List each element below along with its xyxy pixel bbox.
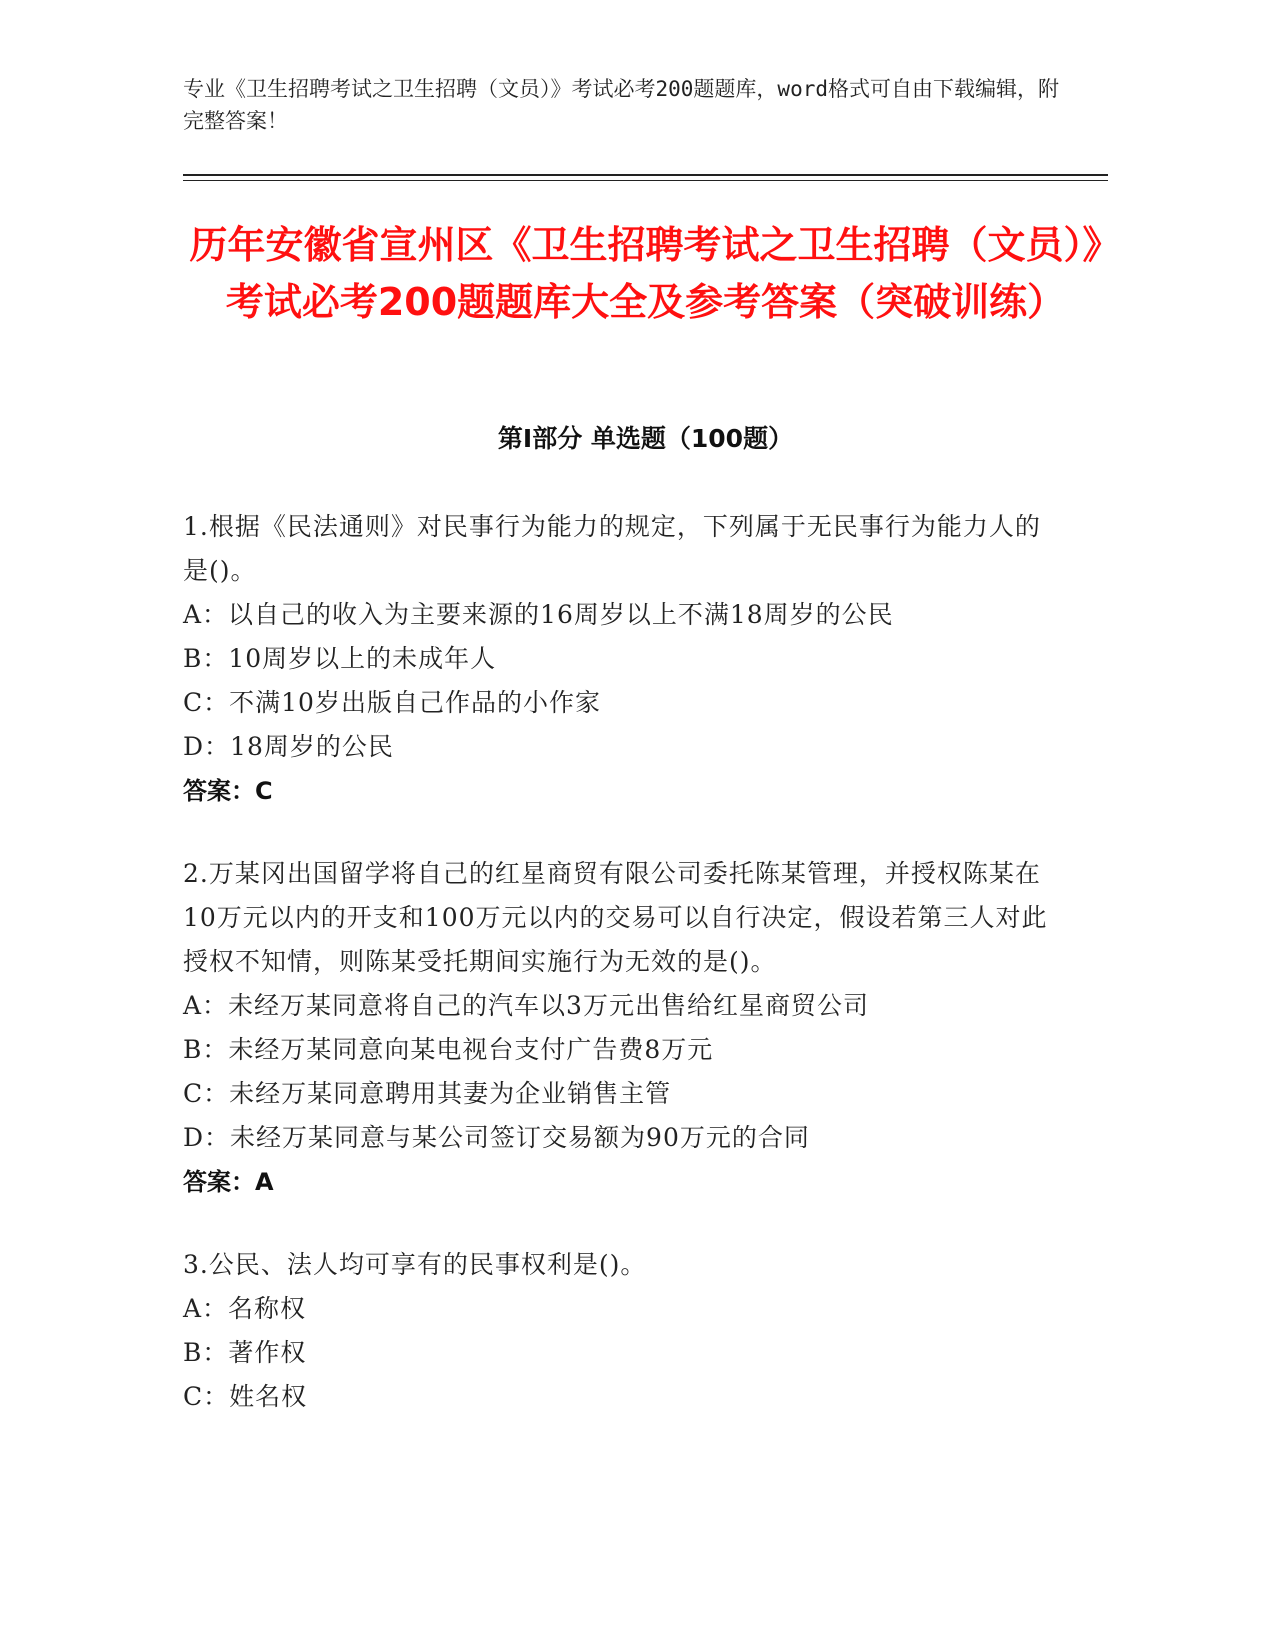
header-note: 专业《卫生招聘考试之卫生招聘（文员）》考试必考200题题库，word格式可自由下载编辑，附完整答案！	[183, 77, 1059, 133]
option-d: D：18周岁的公民	[183, 732, 394, 761]
option-c: C：姓名权	[183, 1382, 308, 1411]
question-stem: 1.根据《民法通则》对民事行为能力的规定，下列属于无民事行为能力人的是()。	[183, 512, 1041, 585]
option-b: B：10周岁以上的未成年人	[183, 644, 497, 673]
header-divider-thick	[183, 174, 1108, 176]
answer: 答案：A	[183, 1168, 274, 1196]
question-3	[183, 1243, 1053, 1419]
option-d: D：未经万某同意与某公司签订交易额为90万元的合同	[183, 1123, 810, 1152]
header-divider-thin	[183, 180, 1108, 181]
document-title: 历年安徽省宣州区《卫生招聘考试之卫生招聘（文员）》考试必考200题题库大全及参考答案（突破训练）	[189, 223, 1102, 324]
option-b: B：未经万某同意向某电视台支付广告费8万元	[183, 1035, 714, 1064]
option-b: B：著作权	[183, 1338, 307, 1367]
option-c: C：不满10岁出版自己作品的小作家	[183, 688, 601, 717]
option-a: A：以自己的收入为主要来源的16周岁以上不满18周岁的公民	[183, 600, 894, 629]
question-stem: 2.万某冈出国留学将自己的红星商贸有限公司委托陈某管理，并授权陈某在10万元以内的开支和100万元以内的交易可以自行决定，假设若第三人对此授权不知情，则陈某受托期间实施行为无效的是()。	[183, 859, 1048, 976]
question-1	[183, 505, 1053, 813]
answer: 答案：C	[183, 777, 273, 805]
option-a: A：未经万某同意将自己的汽车以3万元出售给红星商贸公司	[183, 991, 869, 1020]
question-2	[183, 852, 1053, 1204]
option-a: A：名称权	[183, 1294, 307, 1323]
section-title: 第I部分 单选题（100题）	[497, 424, 794, 453]
option-c: C：未经万某同意聘用其妻为企业销售主管	[183, 1079, 672, 1108]
question-stem: 3.公民、法人均可享有的民事权利是()。	[183, 1250, 647, 1279]
